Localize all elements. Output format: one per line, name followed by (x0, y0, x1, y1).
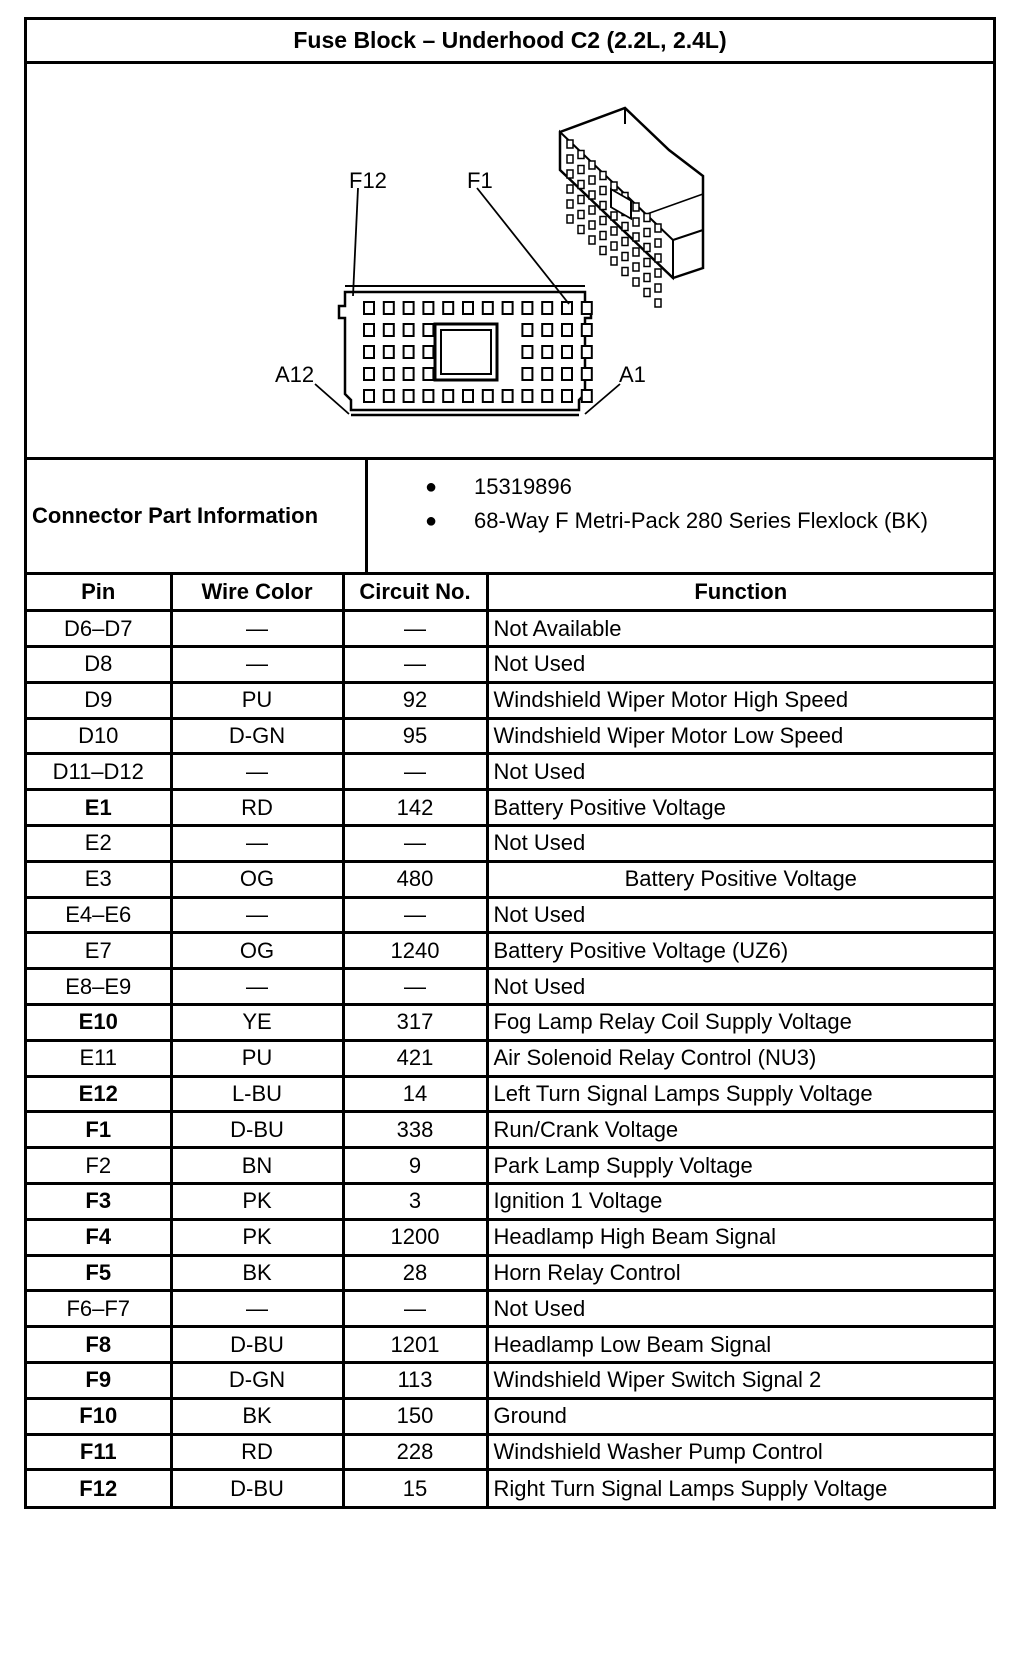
table-row (27, 933, 993, 969)
part-info-values (368, 460, 993, 572)
iso-cavity (633, 233, 639, 241)
iso-cavity (633, 218, 639, 226)
wire-color-cell: — (171, 611, 343, 647)
function-cell: Battery Positive Voltage (487, 790, 993, 826)
cavity (522, 390, 532, 402)
cavity (404, 368, 414, 380)
table-row (27, 1470, 993, 1506)
pin-cell: F1 (27, 1112, 171, 1148)
page-title: Fuse Block – Underhood C2 (2.2L, 2.4L) (27, 20, 993, 64)
function-cell: Not Used (487, 969, 993, 1005)
cavity (443, 390, 453, 402)
function-cell: Headlamp High Beam Signal (487, 1219, 993, 1255)
iso-cavity (567, 185, 573, 193)
pin-cell: F4 (27, 1219, 171, 1255)
iso-cavity (600, 202, 606, 210)
function-cell: Battery Positive Voltage (UZ6) (487, 933, 993, 969)
function-cell: Not Used (487, 826, 993, 862)
table-row (27, 826, 993, 862)
table-row (27, 611, 993, 647)
cavity (384, 302, 394, 314)
pin-cell: E2 (27, 826, 171, 862)
iso-cavity (622, 223, 628, 231)
function-cell: Air Solenoid Relay Control (NU3) (487, 1040, 993, 1076)
circuit-cell: — (343, 647, 487, 683)
wire-color-cell: YE (171, 1005, 343, 1041)
iso-cavity (655, 269, 661, 277)
cavity (562, 368, 572, 380)
iso-cavity (567, 200, 573, 208)
wire-color-cell: — (171, 1291, 343, 1327)
table-row (27, 682, 993, 718)
iso-cavity (589, 191, 595, 199)
wire-color-cell: D-BU (171, 1112, 343, 1148)
wire-color-cell: PK (171, 1184, 343, 1220)
function-cell: Windshield Wiper Switch Signal 2 (487, 1363, 993, 1399)
cavity (364, 390, 374, 402)
label-f1: F1 (467, 168, 493, 193)
wire-color-cell: BN (171, 1148, 343, 1184)
cavity (562, 302, 572, 314)
pin-cell: F9 (27, 1363, 171, 1399)
circuit-cell: 14 (343, 1076, 487, 1112)
wire-color-cell: — (171, 969, 343, 1005)
wire-color-cell: PK (171, 1219, 343, 1255)
function-cell: Fog Lamp Relay Coil Supply Voltage (487, 1005, 993, 1041)
table-row (27, 754, 993, 790)
wire-color-cell: — (171, 754, 343, 790)
cavity (483, 302, 493, 314)
function-cell: Windshield Wiper Motor High Speed (487, 682, 993, 718)
table-row (27, 1112, 993, 1148)
cavity (364, 324, 374, 336)
table-row (27, 861, 993, 897)
connector-sheet (24, 17, 996, 1509)
cavity (404, 346, 414, 358)
iso-cavity (622, 253, 628, 261)
iso-cavity (600, 232, 606, 240)
pin-cell: F11 (27, 1434, 171, 1470)
part-info-item (368, 504, 993, 538)
pin-cell: E4–E6 (27, 897, 171, 933)
cavity (542, 302, 552, 314)
iso-cavity (633, 203, 639, 211)
wire-color-cell: OG (171, 861, 343, 897)
label-a12: A12 (275, 362, 315, 387)
wire-color-cell: OG (171, 933, 343, 969)
cavity (384, 368, 394, 380)
bullet-icon: ● (425, 510, 438, 532)
pin-cell: F5 (27, 1255, 171, 1291)
pin-cell: D8 (27, 647, 171, 683)
cavity (364, 346, 374, 358)
pin-cell: E10 (27, 1005, 171, 1041)
pinout-table (27, 575, 993, 1506)
header-circuit-no: Circuit No. (343, 575, 487, 611)
circuit-cell: 1200 (343, 1219, 487, 1255)
circuit-cell: 1240 (343, 933, 487, 969)
iso-cavity (567, 155, 573, 163)
iso-cavity (655, 299, 661, 307)
function-cell: Right Turn Signal Lamps Supply Voltage (487, 1470, 993, 1506)
pin-cell: E8–E9 (27, 969, 171, 1005)
wire-color-cell: D-GN (171, 1363, 343, 1399)
connector-figure (27, 64, 993, 460)
circuit-cell: — (343, 969, 487, 1005)
part-number: 15319896 (474, 474, 572, 499)
wire-color-cell: D-BU (171, 1327, 343, 1363)
wire-color-cell: PU (171, 1040, 343, 1076)
iso-cavity (600, 187, 606, 195)
table-row (27, 647, 993, 683)
iso-cavity (567, 170, 573, 178)
iso-cavity (600, 172, 606, 180)
circuit-cell: — (343, 826, 487, 862)
label-a1: A1 (619, 362, 646, 387)
iso-cavity (622, 238, 628, 246)
circuit-cell: 113 (343, 1363, 487, 1399)
cavity (582, 390, 592, 402)
cavity (423, 368, 433, 380)
iso-cavity (611, 242, 617, 250)
table-row (27, 1184, 993, 1220)
table-row (27, 1291, 993, 1327)
pin-cell: D9 (27, 682, 171, 718)
pin-cell: F2 (27, 1148, 171, 1184)
wire-color-cell: BK (171, 1255, 343, 1291)
cavity (404, 390, 414, 402)
iso-cavity (578, 181, 584, 189)
part-info-label: Connector Part Information (27, 460, 368, 572)
function-cell: Not Available (487, 611, 993, 647)
wire-color-cell: D-GN (171, 718, 343, 754)
circuit-cell: 338 (343, 1112, 487, 1148)
iso-cavity (633, 263, 639, 271)
wire-color-cell: PU (171, 682, 343, 718)
cavity (542, 368, 552, 380)
cavity (582, 324, 592, 336)
iso-cavity (578, 226, 584, 234)
pin-cell: E7 (27, 933, 171, 969)
iso-cavity (644, 244, 650, 252)
circuit-cell: — (343, 754, 487, 790)
header-wire-color: Wire Color (171, 575, 343, 611)
part-info-item (368, 470, 993, 504)
circuit-cell: 142 (343, 790, 487, 826)
iso-cavity (578, 166, 584, 174)
wire-color-cell: RD (171, 790, 343, 826)
cavity (522, 368, 532, 380)
header-pin: Pin (27, 575, 171, 611)
circuit-cell: — (343, 611, 487, 647)
cavity (562, 390, 572, 402)
cavity (542, 324, 552, 336)
table-row (27, 1040, 993, 1076)
iso-cavity (589, 221, 595, 229)
wire-color-cell: D-BU (171, 1470, 343, 1506)
circuit-cell: 228 (343, 1434, 487, 1470)
function-cell: Horn Relay Control (487, 1255, 993, 1291)
function-cell: Not Used (487, 1291, 993, 1327)
table-row (27, 1076, 993, 1112)
circuit-cell: — (343, 1291, 487, 1327)
table-row (27, 897, 993, 933)
connector-diagram (27, 64, 993, 457)
table-row (27, 1327, 993, 1363)
iso-cavity (644, 289, 650, 297)
wire-color-cell: L-BU (171, 1076, 343, 1112)
cavity (522, 346, 532, 358)
cavity (404, 302, 414, 314)
cavity (503, 302, 513, 314)
function-cell: Run/Crank Voltage (487, 1112, 993, 1148)
cavity (562, 324, 572, 336)
iso-cavity (589, 161, 595, 169)
cavity (463, 390, 473, 402)
pin-cell: F8 (27, 1327, 171, 1363)
cavity (562, 346, 572, 358)
pin-cell: F6–F7 (27, 1291, 171, 1327)
cavity (423, 390, 433, 402)
circuit-cell: 28 (343, 1255, 487, 1291)
cavity (483, 390, 493, 402)
iso-cavity (611, 227, 617, 235)
circuit-cell: 1201 (343, 1327, 487, 1363)
cavity (364, 368, 374, 380)
cavity (522, 324, 532, 336)
wire-color-cell: BK (171, 1398, 343, 1434)
part-info-section (27, 460, 993, 575)
label-f12: F12 (349, 168, 387, 193)
table-row (27, 1255, 993, 1291)
cavity (443, 302, 453, 314)
iso-cavity (589, 236, 595, 244)
function-cell: Park Lamp Supply Voltage (487, 1148, 993, 1184)
table-header-row (27, 575, 993, 611)
iso-cavity (600, 247, 606, 255)
iso-cavity (655, 254, 661, 262)
circuit-cell: 15 (343, 1470, 487, 1506)
pin-cell: E11 (27, 1040, 171, 1076)
iso-cavity (567, 140, 573, 148)
cavity (423, 302, 433, 314)
connector-face (339, 286, 592, 415)
table-row (27, 790, 993, 826)
cavity (522, 302, 532, 314)
function-cell: Ground (487, 1398, 993, 1434)
connector-description: 68-Way F Metri-Pack 280 Series Flexlock (BK) (474, 508, 928, 533)
pin-cell: F12 (27, 1470, 171, 1506)
circuit-cell: 150 (343, 1398, 487, 1434)
wire-color-cell: RD (171, 1434, 343, 1470)
pin-cell: E1 (27, 790, 171, 826)
header-function: Function (487, 575, 993, 611)
iso-cavity (611, 257, 617, 265)
circuit-cell: 421 (343, 1040, 487, 1076)
iso-cavity (578, 196, 584, 204)
table-row (27, 1363, 993, 1399)
circuit-cell: — (343, 897, 487, 933)
cavity (384, 346, 394, 358)
iso-cavity (567, 215, 573, 223)
cavity (364, 302, 374, 314)
pin-cell: F3 (27, 1184, 171, 1220)
cavity (582, 302, 592, 314)
circuit-cell: 317 (343, 1005, 487, 1041)
sheet-frame (24, 17, 996, 1509)
pin-cell: D6–D7 (27, 611, 171, 647)
wire-color-cell: — (171, 647, 343, 683)
function-cell: Windshield Wiper Motor Low Speed (487, 718, 993, 754)
pin-cell: F10 (27, 1398, 171, 1434)
iso-cavity (578, 211, 584, 219)
circuit-cell: 92 (343, 682, 487, 718)
iso-cavity (644, 214, 650, 222)
iso-cavity (655, 284, 661, 292)
cavity (582, 346, 592, 358)
iso-cavity (655, 224, 661, 232)
function-cell: Not Used (487, 647, 993, 683)
iso-cavity (589, 176, 595, 184)
iso-cavity (655, 239, 661, 247)
function-cell: Not Used (487, 754, 993, 790)
cavity (404, 324, 414, 336)
circuit-cell: 3 (343, 1184, 487, 1220)
cavity (423, 324, 433, 336)
pin-cell: D10 (27, 718, 171, 754)
table-row (27, 1005, 993, 1041)
function-cell: Windshield Washer Pump Control (487, 1434, 993, 1470)
iso-cavity (644, 259, 650, 267)
function-cell: Battery Positive Voltage (487, 861, 993, 897)
table-row (27, 1398, 993, 1434)
cavity (384, 324, 394, 336)
circuit-cell: 9 (343, 1148, 487, 1184)
iso-cavity (611, 212, 617, 220)
cavity (503, 390, 513, 402)
table-row (27, 1219, 993, 1255)
iso-cavity (600, 217, 606, 225)
cavity (542, 346, 552, 358)
circuit-cell: 95 (343, 718, 487, 754)
function-cell: Not Used (487, 897, 993, 933)
circuit-cell: 480 (343, 861, 487, 897)
iso-cavity (633, 278, 639, 286)
iso-cavity (644, 229, 650, 237)
cavity (582, 368, 592, 380)
iso-cavity (633, 248, 639, 256)
wire-color-cell: — (171, 897, 343, 933)
iso-cavity (578, 151, 584, 159)
function-cell: Left Turn Signal Lamps Supply Voltage (487, 1076, 993, 1112)
table-row (27, 718, 993, 754)
cavity (542, 390, 552, 402)
iso-cavity (644, 274, 650, 282)
iso-cavity (622, 268, 628, 276)
cavity (384, 390, 394, 402)
connector-isometric-view (560, 108, 703, 307)
table-row (27, 969, 993, 1005)
pin-cell: E3 (27, 861, 171, 897)
wire-color-cell: — (171, 826, 343, 862)
pin-cell: D11–D12 (27, 754, 171, 790)
cavity (423, 346, 433, 358)
function-cell: Headlamp Low Beam Signal (487, 1327, 993, 1363)
table-row (27, 1148, 993, 1184)
pin-cell: E12 (27, 1076, 171, 1112)
cavity (463, 302, 473, 314)
function-cell: Ignition 1 Voltage (487, 1184, 993, 1220)
table-row (27, 1434, 993, 1470)
iso-cavity (589, 206, 595, 214)
bullet-icon: ● (425, 476, 438, 498)
